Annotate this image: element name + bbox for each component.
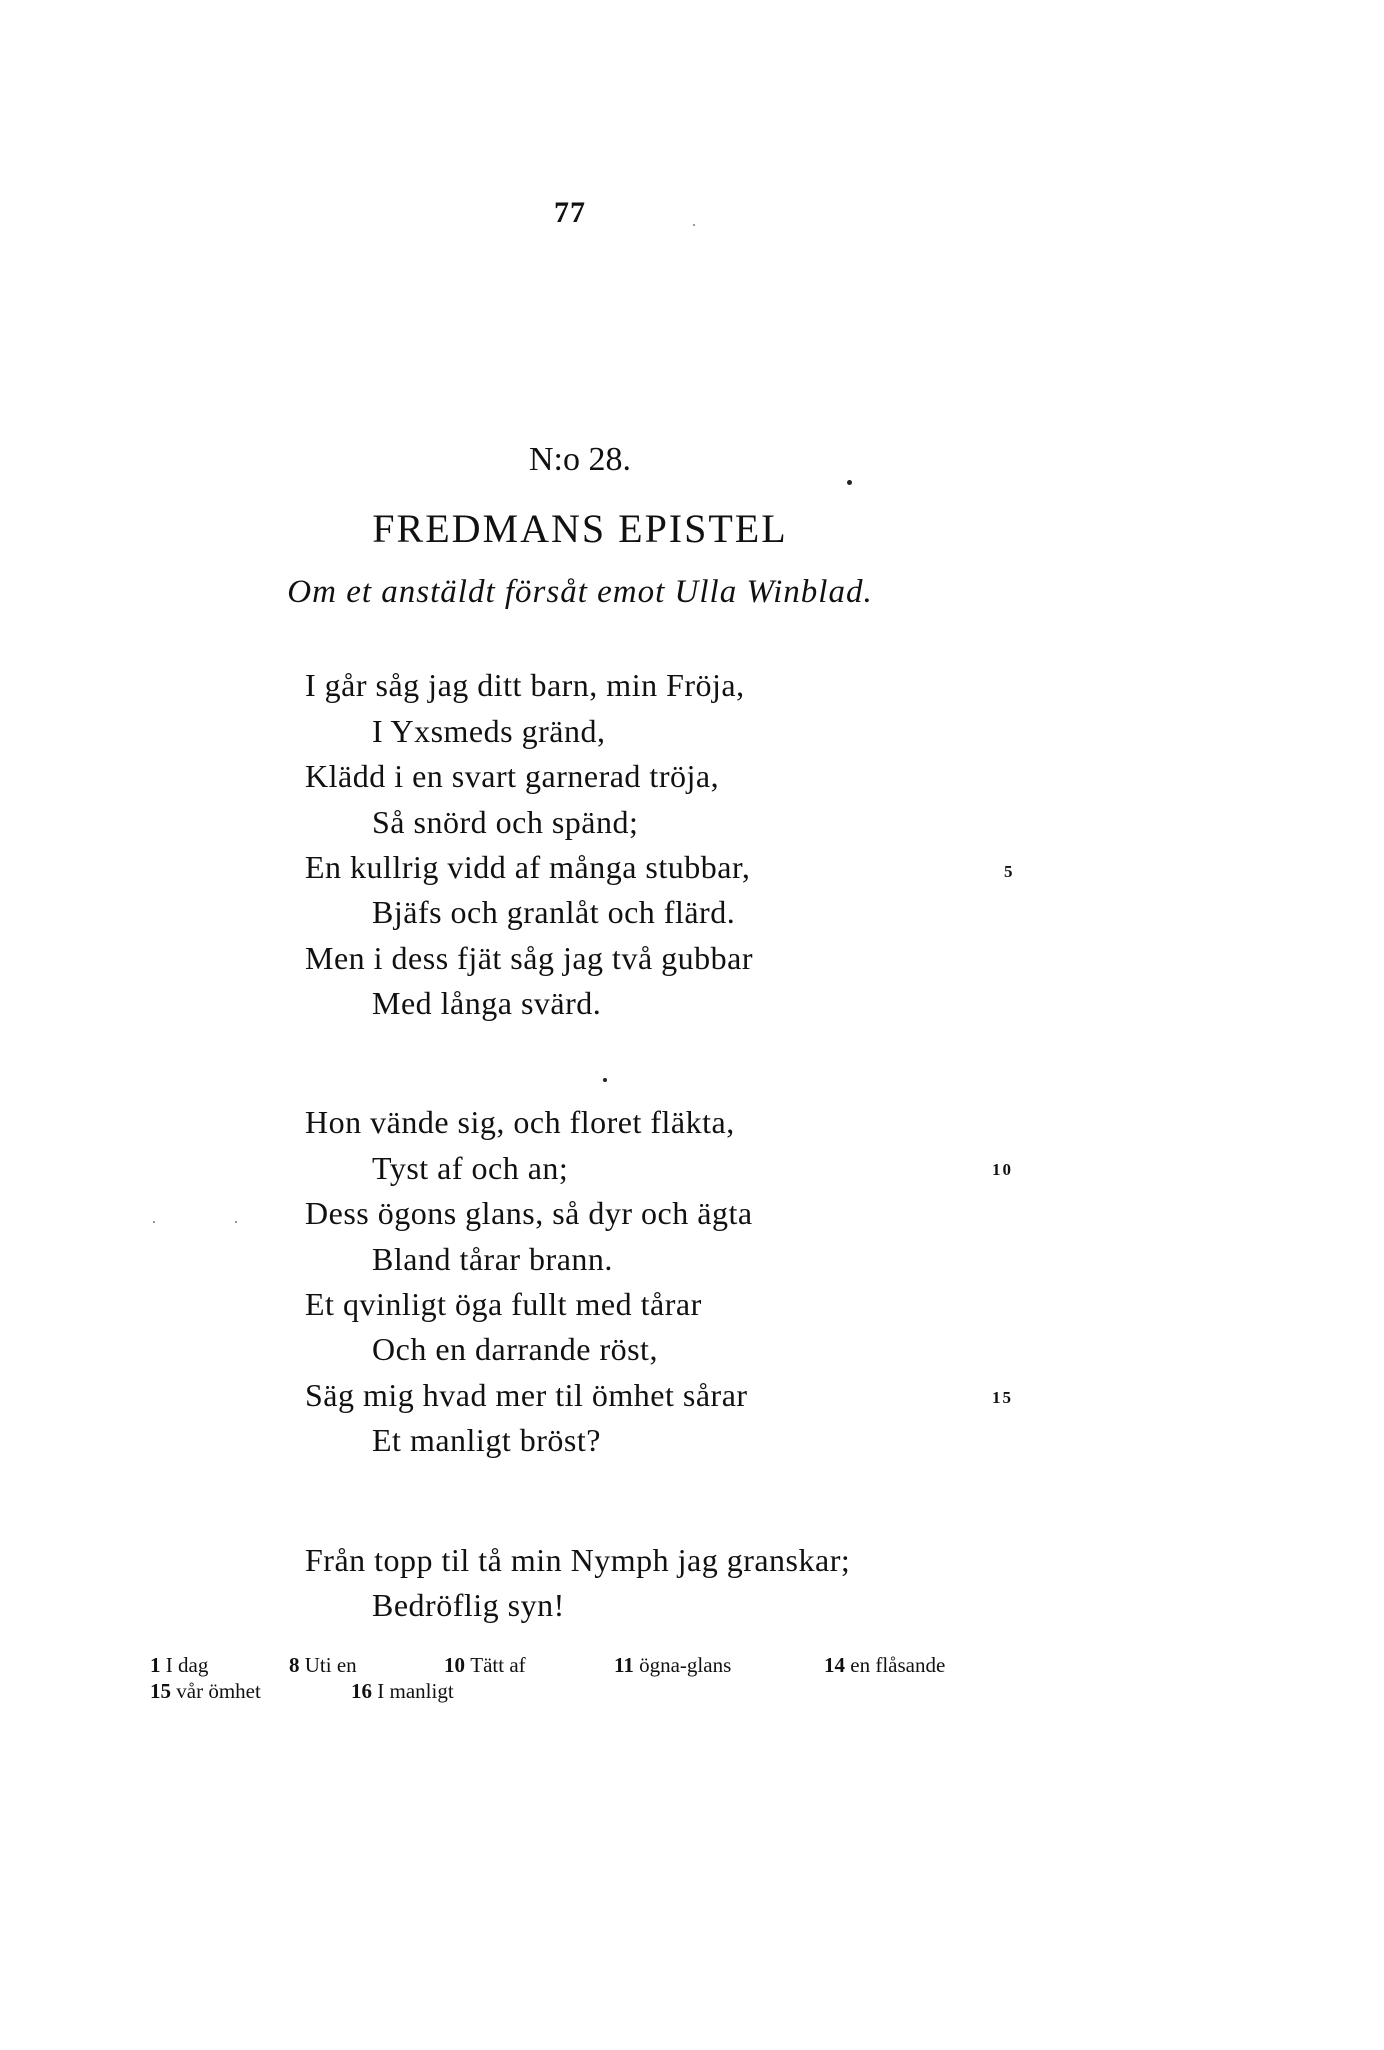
print-speck (235, 1221, 237, 1223)
print-speck (693, 224, 695, 226)
line-number-15: 15 (992, 1388, 1013, 1407)
variant-note (614, 1653, 731, 1678)
verse-line: I Yxsmeds gränd, (372, 713, 606, 749)
poem-subtitle: Om et anstäldt försåt emot Ulla Winblad. (287, 574, 873, 610)
line-number-10: 10 (992, 1160, 1013, 1179)
variant-note (824, 1653, 945, 1678)
verse-line: Men i dess fjät såg jag två gubbar (305, 940, 753, 976)
variant-note (150, 1679, 261, 1704)
verse-line: Och en darrande röst, (372, 1331, 658, 1367)
verse-line: Från topp til tå min Nymph jag granskar; (305, 1542, 851, 1578)
verse-line: Klädd i en svart garnerad tröja, (305, 758, 720, 794)
variant-line-ref: 8 (289, 1653, 300, 1677)
variant-note (444, 1653, 526, 1678)
poem-number: N:o 28. (529, 441, 631, 478)
variant-text: Uti en (304, 1653, 357, 1677)
variant-text: Tätt af (470, 1653, 526, 1677)
verse-line: En kullrig vidd af många stubbar, (305, 849, 751, 885)
verse-line: Et manligt bröst? (372, 1422, 601, 1458)
verse-line: Hon vände sig, och floret fläkta, (305, 1104, 735, 1140)
print-speck (153, 1221, 155, 1223)
variant-line-ref: 14 (824, 1653, 845, 1677)
variant-text: ögna-glans (639, 1653, 732, 1677)
line-number-5: 5 (1004, 862, 1015, 881)
verse-line: Tyst af och an; (372, 1150, 569, 1186)
print-speck (847, 480, 852, 485)
variant-text: en flåsande (850, 1653, 946, 1677)
verse-line: Säg mig hvad mer til ömhet sårar (305, 1377, 748, 1413)
variant-note (289, 1653, 357, 1678)
variant-text: I manligt (377, 1679, 454, 1703)
variant-text: vår ömhet (176, 1679, 261, 1703)
verse-line: Dess ögons glans, så dyr och ägta (305, 1195, 753, 1231)
verse-line: Med långa svärd. (372, 985, 602, 1021)
variant-line-ref: 15 (150, 1679, 171, 1703)
verse-line: Så snörd och spänd; (372, 804, 639, 840)
variant-line-ref: 10 (444, 1653, 465, 1677)
print-speck (603, 1078, 607, 1082)
variant-note (351, 1679, 454, 1704)
verse-line: Bedröflig syn! (372, 1587, 565, 1623)
poem-title: FREDMANS EPISTEL (372, 506, 788, 551)
verse-line: Bjäfs och granlåt och flärd. (372, 894, 736, 930)
variant-line-ref: 16 (351, 1679, 372, 1703)
verse-line: Et qvinligt öga fullt med tårar (305, 1286, 702, 1322)
variant-line-ref: 11 (614, 1653, 634, 1677)
page-number: 77 (554, 196, 586, 229)
variant-text: I dag (165, 1653, 209, 1677)
variant-note (150, 1653, 208, 1678)
verse-line: I går såg jag ditt barn, min Fröja, (305, 667, 745, 703)
verse-line: Bland tårar brann. (372, 1241, 613, 1277)
variant-line-ref: 1 (150, 1653, 161, 1677)
